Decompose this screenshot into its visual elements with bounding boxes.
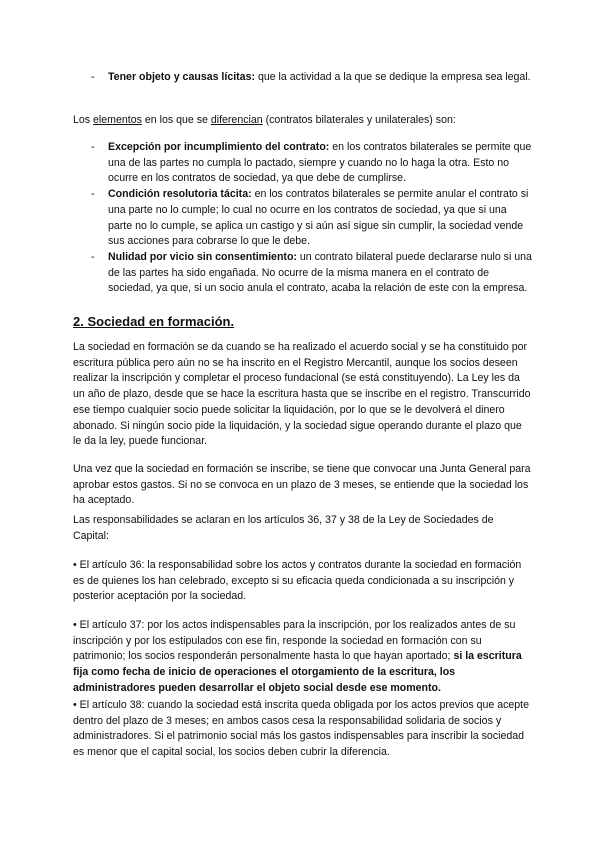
bullet-text: un contrato bilateral puede declararse nulo si una de las partes ha sido engañada. No ocurre de la misma manera en el contrato de sociedad, ya que, si un socio anula el contrato, acaba la relación de este con la empresa.	[108, 250, 532, 295]
paragraph: Las responsabilidades se aclaran en los artículos 36, 37 y 38 de la Ley de Sociedades de Capital:	[73, 514, 494, 542]
bullet-term: Condición resolutoria tácita:	[108, 188, 252, 201]
bullet-term: Nulidad por vicio sin consentimiento:	[108, 250, 297, 263]
elements-intro	[73, 113, 531, 129]
bullet-dash: -	[91, 141, 95, 153]
article-36	[73, 558, 531, 605]
article-text: • El artículo 38: cuando la sociedad está inscrita queda obligada por los actos previos que acepte dentro del plazo de 3 meses; en ambos casos cesa la responsabilidad solidaria de socios y administradores. Si el patrimonio social más los gastos indispensables para inscribir la sociedad es menor que el capital social, los socios deben cubrir la diferencia.	[73, 699, 529, 759]
article-37	[73, 618, 531, 697]
paragraph: Una vez que la sociedad en formación se inscribe, se tiene que convocar una Junta General para aprobar estos gastos. Si no se convoca en un plazo de 3 meses, se entiende que la sociedad los ha aceptado.	[73, 463, 531, 507]
element-bullet-list	[91, 140, 532, 297]
intro-text: (contratos bilaterales y unilaterales) son:	[262, 114, 456, 126]
article-bold-text: si la escritura fija como fecha de inicio de operaciones el otorgamiento de la escritura, los administradores pueden desarrollar el objeto social desde ese momento.	[73, 650, 522, 694]
bullet-term: Excepción por incumplimiento del contrato:	[108, 141, 330, 153]
bullet-text: que la actividad a la que se dedique la empresa sea legal.	[255, 71, 531, 83]
section-heading: 2. Sociedad en formación.	[73, 314, 235, 329]
intro-text: en los que se	[141, 114, 211, 126]
bullet-dash: -	[91, 188, 95, 201]
list-item	[91, 140, 532, 187]
intro-text: Los	[73, 114, 94, 126]
list-item	[91, 250, 532, 297]
underlined-term: diferencian	[210, 114, 263, 126]
requirement-bullet	[91, 70, 532, 86]
underlined-term: elementos	[93, 114, 142, 126]
bullet-dash: -	[91, 250, 95, 263]
article-text: • El artículo 36: la responsabilidad sobre los actos y contratos durante la sociedad en formación es de quienes los han celebrado, excepto si su eficacia queda condicionada a su inscripción y posterior aceptación por la sociedad.	[73, 559, 522, 603]
bullet-dash: -	[91, 71, 95, 83]
article-38	[73, 698, 531, 761]
bullet-text: en los contratos bilaterales se permite anular el contrato si una parte no lo cumple; lo cual no ocurre en los contratos de sociedad, ya que si una parte no lo cumple, se aplica un castigo y si aún así sigue sin cumplir, la sociedad vende sus acciones para cobrarse lo que le debe.	[108, 188, 529, 248]
article-text: • El artículo 37: por los actos indispensables para la inscripción, por los realizados antes de su inscripción y por los estipulados con ese fin, responde la sociedad en formación con su patrimonio; los socios responderán personalmente hasta lo que hayan aportado;	[73, 619, 516, 663]
paragraph: La sociedad en formación se da cuando se ha realizado el acuerdo social y se ha constituido por escritura pública pero aún no se ha inscrito en el Registro Mercantil, aunque los socios deseen realizar la inscripción y completar el proceso fundacional (se está constituyendo). La Ley les da un año de plazo, desde que se hace la escritura hasta que se inscribe en el registro. Transcurrido ese tiempo cualquier socio puede solicitar la liquidación, por lo que se le devolverá el dinero abonado. Si ningún socio pide la liquidación, y la sociedad sigue operando durante el plazo que le da la ley, puede funcionar.	[73, 341, 531, 448]
bullet-term: Tener objeto y causas lícitas:	[108, 71, 255, 83]
list-item	[91, 187, 532, 250]
bullet-text: en los contratos bilaterales se permite que una de las partes no cumpla lo pactado, siempre y cuando no lo haga la otra. Esto no ocurre en los contratos de sociedad, ya que debe de cumplirse.	[108, 141, 532, 185]
